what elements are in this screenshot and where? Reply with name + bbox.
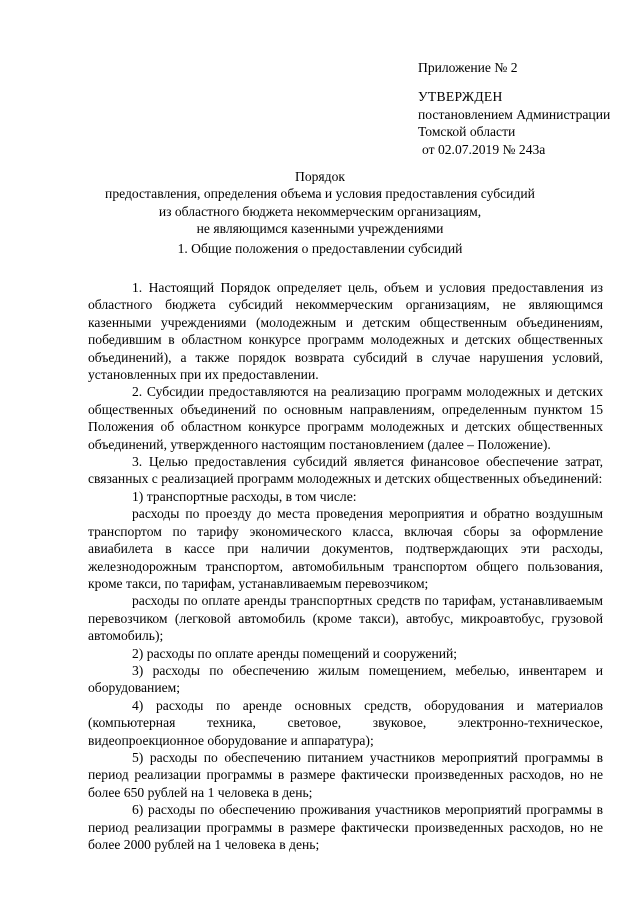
document-subtitle-line: из областного бюджета некоммерческим организациям,: [158, 203, 482, 219]
annex-label: Приложение № 2: [418, 60, 518, 75]
paragraph: расходы по оплате аренды транспортных средств по тарифам, устанавливаемым перевозчиком (легковой автомобиль (кроме такси), автобус, микроавтобус, грузовой автомобиль);: [88, 593, 603, 644]
approval-date-number: от 02.07.2019 № 243а: [422, 141, 546, 157]
list-item: 6) расходы по обеспечению проживания участников мероприятий программы в период реализации программы в размере фактически произведенных расходов, но не более 2000 рублей на 1 человека в день;: [88, 802, 603, 852]
paragraph: 1. Настоящий Порядок определяет цель, объем и условия предоставления из областного бюджета субсидий некоммерческим организациям, не являющимся казенными учреждениями (молодежным и детским общественным объединениям, победившим в областном конкурсе программ молодежных и детских общественных объединений), а также порядок возврата субсидий в случае нарушения условий, установленных при их предоставлении.: [88, 280, 603, 383]
attachment-block: [418, 59, 623, 158]
approved-by-region: Томской области: [418, 124, 516, 140]
paragraph: расходы по проезду до места проведения мероприятия и обратно воздушным транспортом по тарифу экономического класса, включая сборы за оформление авиабилета в кассе при наличии документов, подтверждающих эти расходы, железнодорожным транспортом, автомобильным транспортом общего пользования, кроме такси, по тарифам, устанавливаемым перевозчиком;: [88, 506, 603, 591]
list-item: 5) расходы по обеспечению питанием участников мероприятий программы в период реализации программы в размере фактически произведенных расходов, но не более 650 рублей на 1 человека в день;: [88, 749, 603, 800]
list-item: 1) транспортные расходы, в том числе:: [132, 488, 357, 504]
document-subtitle-line: не являющимся казенными учреждениями: [196, 221, 444, 237]
list-item: 4) расходы по аренде основных средств, оборудования и материалов (компьютерная техника, световое, звуковое, электронно-техническое, видеопроекционное оборудование и аппаратура);: [88, 697, 603, 748]
approved-by-line: постановлением Администрации: [418, 106, 611, 122]
paragraph: 3. Целью предоставления субсидий является финансовое обеспечение затрат, связанных с реализацией программ молодежных и детских общественных объединений:: [88, 454, 603, 487]
approved-label: УТВЕРЖДЕН: [418, 89, 503, 105]
document-subtitle-line: предоставления, определения объема и условия предоставления субсидий: [105, 186, 535, 202]
document-body: [88, 279, 603, 853]
list-item: 3) расходы по обеспечению жилым помещением, мебелью, инвентарем и оборудованием;: [88, 662, 603, 696]
section-heading: 1. Общие положения о предоставлении субсидий: [177, 241, 463, 256]
paragraph: 2. Субсидии предоставляются на реализацию программ молодежных и детских общественных объединений по основным направлениям, определенным пунктом 15 Положения об областном конкурсе программ молодежных и детских общественных объединений, утвержденного настоящим постановлением (далее – Положение).: [88, 384, 603, 452]
list-item: 2) расходы по оплате аренды помещений и сооружений;: [132, 645, 458, 661]
document-title-block: [60, 168, 580, 238]
document-title: Порядок: [295, 169, 345, 184]
